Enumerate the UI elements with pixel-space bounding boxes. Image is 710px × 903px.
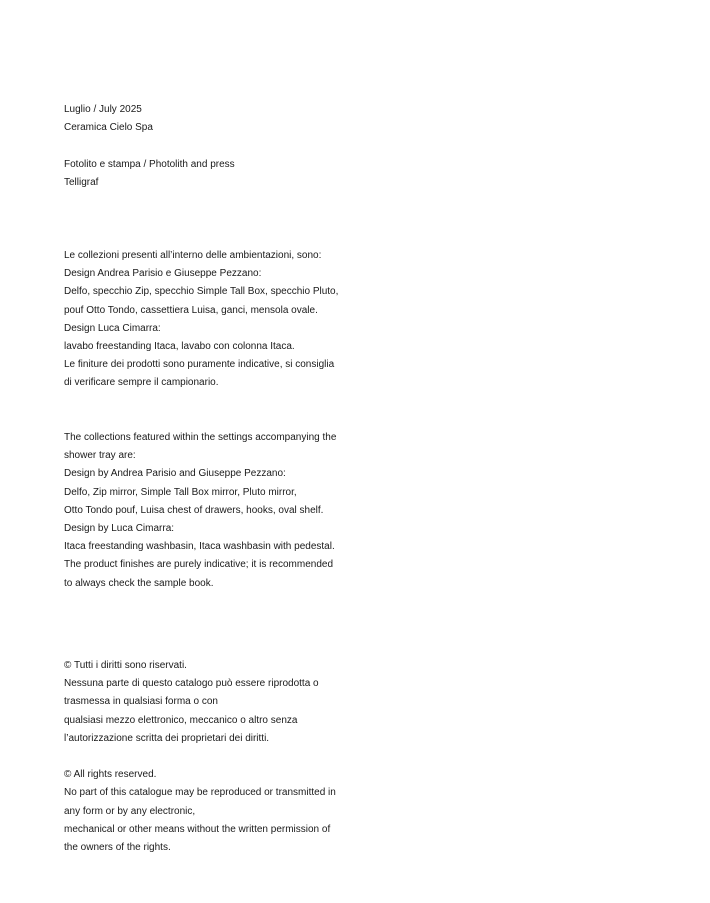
text-line: Design Luca Cimarra:	[64, 322, 161, 334]
spacer	[64, 137, 364, 155]
text-line: Delfo, specchio Zip, specchio Simple Tall Box, specchio Pluto,	[64, 286, 339, 298]
copyright-notice-english: © All rights reserved.	[64, 769, 157, 781]
text-line: the owners of the rights.	[64, 841, 171, 853]
text-line: Le finiture dei prodotti sono puramente indicative, si consiglia	[64, 359, 335, 371]
text-line: The collections featured within the settings accompanying the	[64, 432, 337, 443]
photolith-label: Fotolito e stampa / Photolith and press	[64, 158, 235, 170]
text-line: The product finishes are purely indicative; it is recommended	[64, 559, 334, 571]
text-line: Itaca freestanding washbasin, Itaca washbasin with pedestal.	[64, 541, 335, 553]
text-line: Otto Tondo pouf, Luisa chest of drawers, hooks, oval shelf.	[64, 504, 324, 516]
text-line: pouf Otto Tondo, cassettiera Luisa, ganci, mensola ovale.	[64, 304, 318, 316]
text-line: shower tray are:	[64, 450, 136, 462]
copyright-notice-italian: © Tutti i diritti sono riservati.	[64, 660, 187, 671]
text-line: Design by Luca Cimarra:	[64, 522, 175, 534]
text-line: Design Andrea Parisio e Giuseppe Pezzano:	[64, 268, 262, 280]
printer-name: Telligraf	[64, 176, 99, 188]
text-line: to always check the sample book.	[64, 577, 214, 589]
text-line: lavabo freestanding Itaca, lavabo con colonna Itaca.	[64, 340, 295, 352]
text-line: mechanical or other means without the written permission of	[64, 823, 331, 835]
imprint-block	[64, 101, 364, 192]
text-line: di verificare sempre il campionario.	[64, 377, 219, 389]
text-line: Nessuna parte di questo catalogo può essere riprodotta o	[64, 678, 319, 690]
text-line: No part of this catalogue may be reproduced or transmitted in	[64, 787, 336, 799]
publication-date: Luglio / July 2025	[64, 104, 142, 115]
text-line: Delfo, Zip mirror, Simple Tall Box mirror, Pluto mirror,	[64, 486, 297, 498]
text-line: qualsiasi mezzo elettronico, meccanico o altro senza	[64, 714, 298, 726]
copyright-block	[64, 657, 364, 857]
text-line: l’autorizzazione scritta dei proprietari dei diritti.	[64, 732, 270, 744]
spacer	[64, 748, 364, 766]
text-line: trasmessa in qualsiasi forma o con	[64, 696, 218, 708]
text-line: Le collezioni presenti all’interno delle ambientazioni, sono:	[64, 250, 322, 261]
text-line: any form or by any electronic,	[64, 805, 196, 817]
text-line: Design by Andrea Parisio and Giuseppe Pezzano:	[64, 468, 286, 480]
collections-english-paragraph	[64, 429, 364, 593]
company-name: Ceramica Cielo Spa	[64, 122, 153, 134]
collections-italian-paragraph	[64, 247, 364, 393]
